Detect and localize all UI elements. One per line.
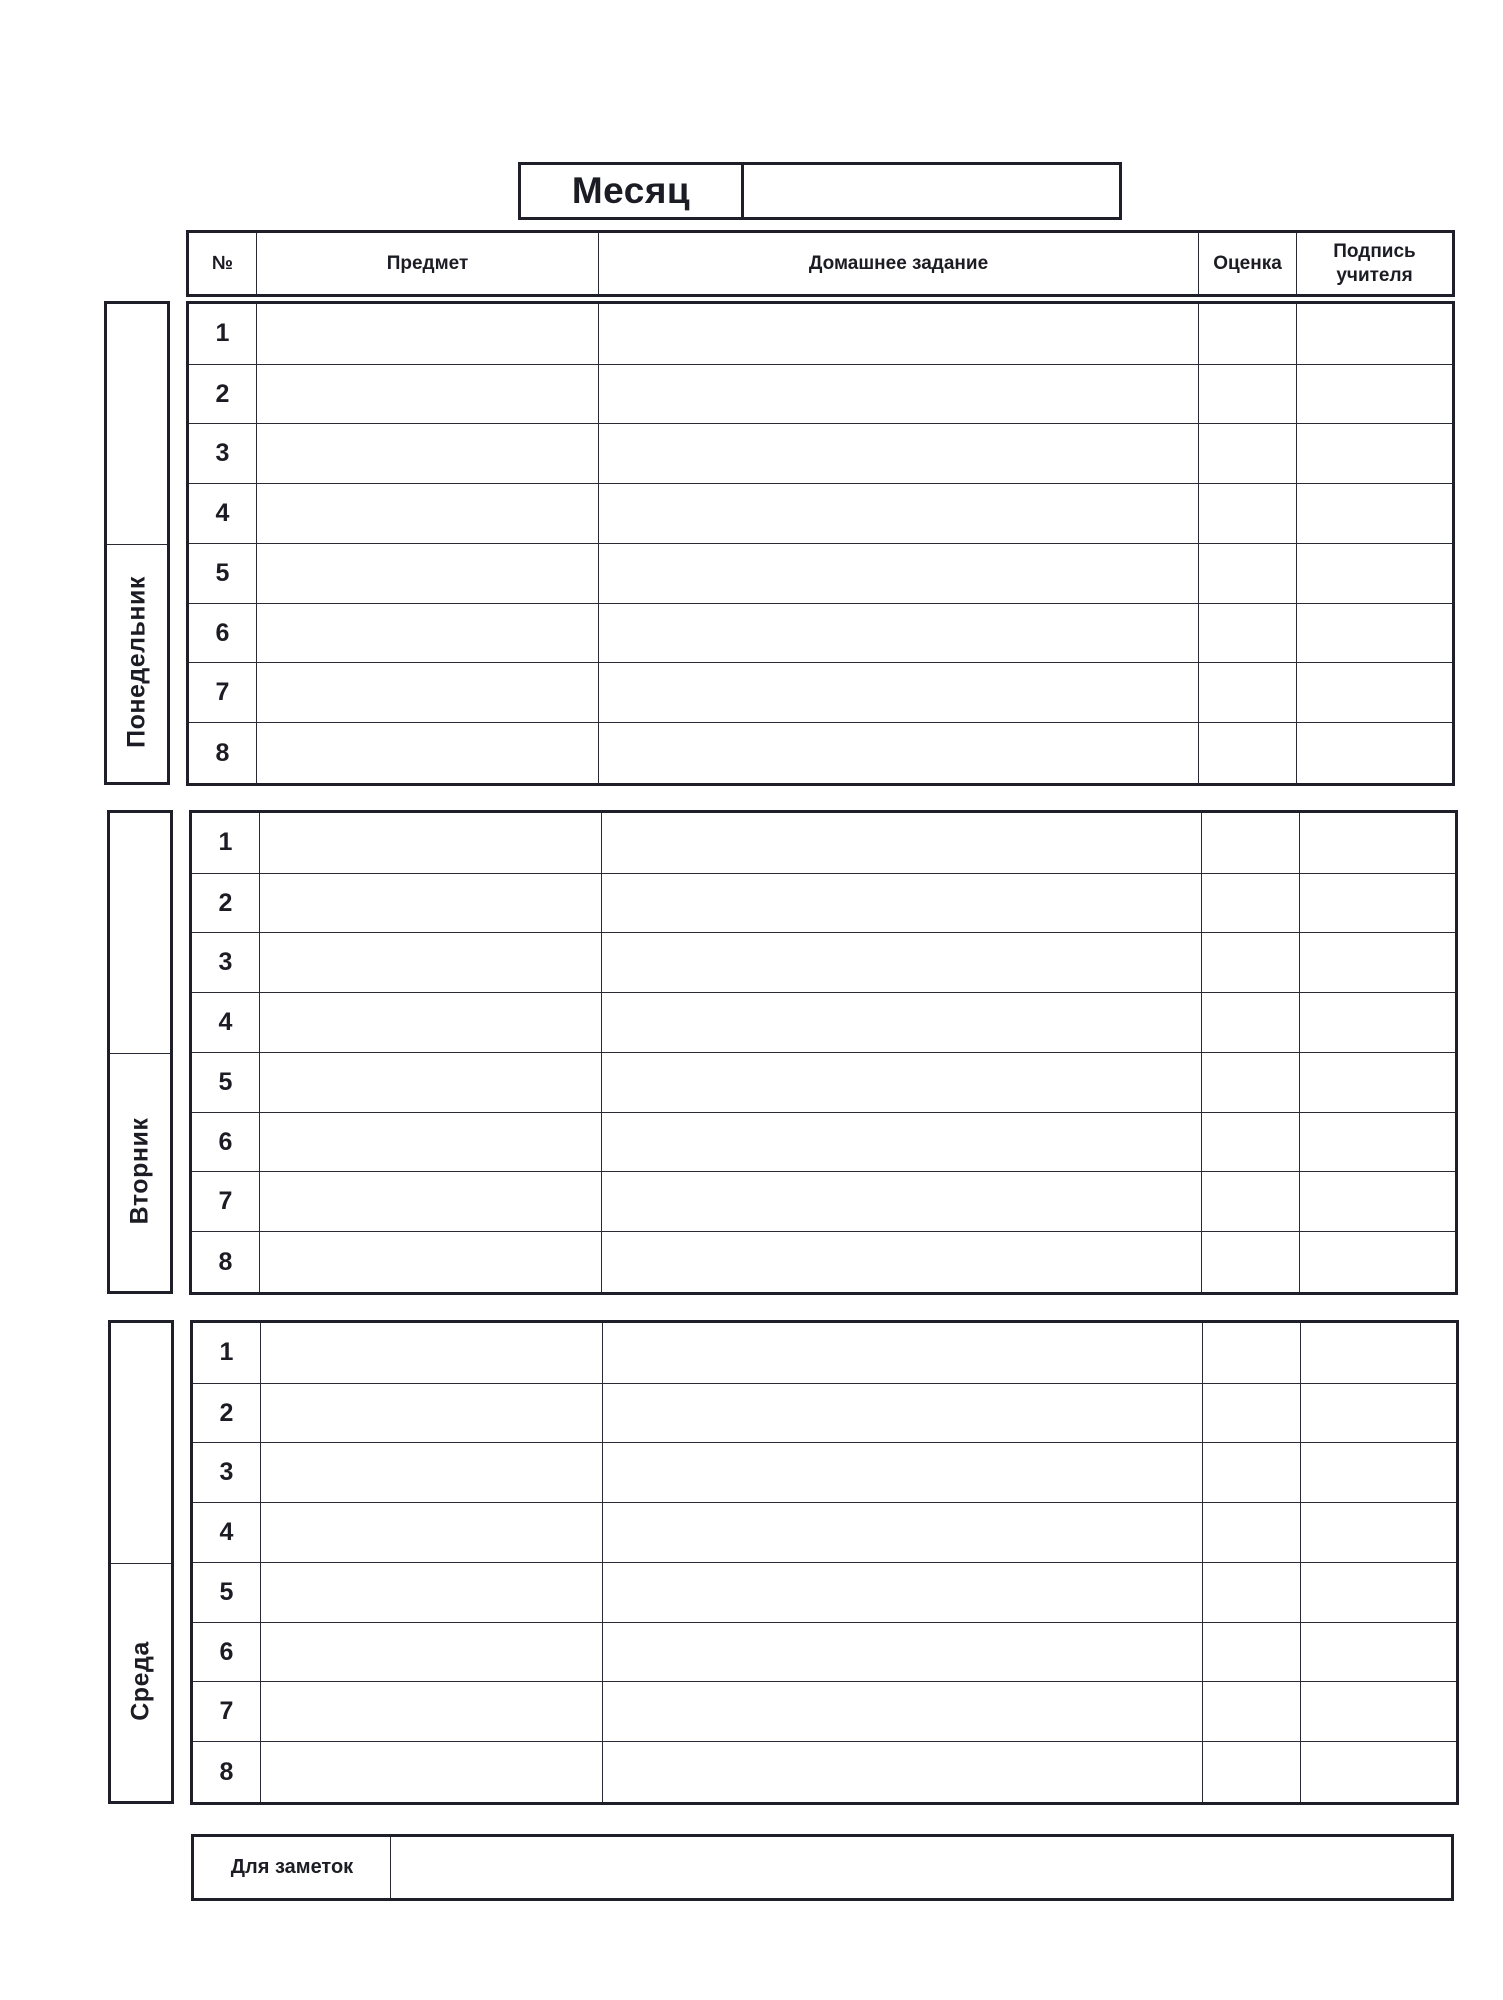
table-row [188, 424, 1454, 484]
homework-cell[interactable] [603, 1443, 1203, 1503]
signature-cell[interactable] [1300, 1052, 1457, 1112]
subject-cell[interactable] [260, 812, 602, 874]
table-row [191, 812, 1457, 874]
homework-cell[interactable] [603, 1682, 1203, 1742]
grade-cell[interactable] [1202, 873, 1300, 933]
homework-cell[interactable] [603, 1742, 1203, 1804]
homework-cell[interactable] [602, 1232, 1202, 1294]
lesson-number: 2 [188, 364, 257, 424]
table-row [192, 1742, 1458, 1804]
lesson-number: 1 [191, 812, 260, 874]
homework-cell[interactable] [603, 1562, 1203, 1622]
subject-cell[interactable] [257, 364, 599, 424]
subject-cell[interactable] [260, 873, 602, 933]
homework-cell[interactable] [603, 1503, 1203, 1563]
day-label-divider [107, 544, 167, 545]
table-row [191, 993, 1457, 1053]
table-row [192, 1562, 1458, 1622]
homework-cell[interactable] [599, 723, 1199, 785]
header-subject: Предмет [257, 232, 599, 296]
signature-cell[interactable] [1297, 543, 1454, 603]
homework-cell[interactable] [603, 1322, 1203, 1384]
subject-cell[interactable] [261, 1383, 603, 1443]
homework-cell[interactable] [599, 663, 1199, 723]
lesson-number: 8 [188, 723, 257, 785]
signature-cell[interactable] [1297, 364, 1454, 424]
signature-cell[interactable] [1300, 1112, 1457, 1172]
table-row [192, 1503, 1458, 1563]
grade-cell[interactable] [1203, 1383, 1301, 1443]
subject-cell[interactable] [257, 484, 599, 544]
table-row [191, 1232, 1457, 1294]
homework-cell[interactable] [602, 1052, 1202, 1112]
lesson-number: 2 [192, 1383, 261, 1443]
table-row [188, 543, 1454, 603]
subject-cell[interactable] [261, 1622, 603, 1682]
lesson-number: 8 [191, 1232, 260, 1294]
subject-cell[interactable] [261, 1682, 603, 1742]
day-table-monday [186, 301, 1455, 786]
header-signature [1297, 232, 1454, 296]
lesson-number: 6 [191, 1112, 260, 1172]
day-table-wednesday [190, 1320, 1459, 1805]
subject-cell[interactable] [257, 663, 599, 723]
signature-cell[interactable] [1301, 1742, 1458, 1804]
homework-cell[interactable] [599, 484, 1199, 544]
table-row [188, 603, 1454, 663]
signature-cell[interactable] [1297, 484, 1454, 544]
signature-cell[interactable] [1300, 812, 1457, 874]
day-label-divider [111, 1563, 171, 1564]
signature-cell[interactable] [1300, 933, 1457, 993]
homework-cell[interactable] [599, 603, 1199, 663]
homework-cell[interactable] [602, 1172, 1202, 1232]
signature-cell[interactable] [1301, 1322, 1458, 1384]
notes-label: Для заметок [194, 1837, 391, 1898]
grade-cell[interactable] [1202, 1112, 1300, 1172]
lesson-number: 4 [192, 1503, 261, 1563]
lesson-number: 3 [188, 424, 257, 484]
table-row [191, 1052, 1457, 1112]
subject-cell[interactable] [260, 993, 602, 1053]
table-row [191, 1172, 1457, 1232]
grade-cell[interactable] [1202, 1172, 1300, 1232]
grade-cell[interactable] [1203, 1562, 1301, 1622]
homework-cell[interactable] [603, 1383, 1203, 1443]
lesson-number: 2 [191, 873, 260, 933]
lesson-number: 7 [192, 1682, 261, 1742]
homework-cell[interactable] [599, 303, 1199, 365]
signature-cell[interactable] [1297, 424, 1454, 484]
lesson-number: 4 [191, 993, 260, 1053]
grade-cell[interactable] [1203, 1322, 1301, 1384]
signature-cell[interactable] [1301, 1682, 1458, 1742]
lesson-number: 1 [192, 1322, 261, 1384]
signature-cell[interactable] [1297, 663, 1454, 723]
subject-cell[interactable] [261, 1562, 603, 1622]
subject-cell[interactable] [260, 1052, 602, 1112]
table-row [192, 1622, 1458, 1682]
subject-cell[interactable] [257, 603, 599, 663]
subject-cell[interactable] [260, 933, 602, 993]
homework-cell[interactable] [599, 364, 1199, 424]
table-row [192, 1322, 1458, 1384]
day-label-divider [110, 1053, 170, 1054]
grade-cell[interactable] [1199, 603, 1297, 663]
grade-cell[interactable] [1202, 812, 1300, 874]
day-name-wednesday: Среда [126, 1641, 155, 1721]
lesson-number: 3 [191, 933, 260, 993]
grade-cell[interactable] [1199, 723, 1297, 785]
signature-cell[interactable] [1297, 303, 1454, 365]
header-signature-line1: Подпись [1333, 240, 1416, 262]
day-name-tuesday: Вторник [125, 1117, 154, 1225]
signature-cell[interactable] [1301, 1383, 1458, 1443]
table-row [192, 1383, 1458, 1443]
grade-cell[interactable] [1202, 933, 1300, 993]
grade-cell[interactable] [1203, 1622, 1301, 1682]
grade-cell[interactable] [1203, 1742, 1301, 1804]
table-row [192, 1443, 1458, 1503]
signature-cell[interactable] [1301, 1503, 1458, 1563]
header-number: № [188, 232, 257, 296]
subject-cell[interactable] [261, 1503, 603, 1563]
day-label-tuesday [107, 810, 173, 1294]
homework-cell[interactable] [602, 993, 1202, 1053]
header-row [188, 232, 1454, 296]
lesson-number: 4 [188, 484, 257, 544]
subject-cell[interactable] [260, 1112, 602, 1172]
signature-cell[interactable] [1301, 1622, 1458, 1682]
lesson-number: 1 [188, 303, 257, 365]
table-row [188, 364, 1454, 424]
homework-cell[interactable] [599, 543, 1199, 603]
signature-cell[interactable] [1297, 603, 1454, 663]
grade-cell[interactable] [1202, 1232, 1300, 1294]
grade-cell[interactable] [1199, 663, 1297, 723]
notes-box [191, 1834, 1454, 1901]
homework-cell[interactable] [602, 812, 1202, 874]
table-row [191, 873, 1457, 933]
grade-cell[interactable] [1203, 1443, 1301, 1503]
grade-cell[interactable] [1202, 993, 1300, 1053]
signature-cell[interactable] [1300, 873, 1457, 933]
grade-cell[interactable] [1199, 303, 1297, 365]
month-value-field[interactable] [744, 165, 1119, 217]
grade-cell[interactable] [1199, 484, 1297, 544]
subject-cell[interactable] [261, 1742, 603, 1804]
grade-cell[interactable] [1202, 1052, 1300, 1112]
grade-cell[interactable] [1199, 364, 1297, 424]
signature-cell[interactable] [1300, 993, 1457, 1053]
table-row [188, 663, 1454, 723]
signature-cell[interactable] [1301, 1562, 1458, 1622]
day-table-tuesday [189, 810, 1458, 1295]
signature-cell[interactable] [1301, 1443, 1458, 1503]
signature-cell[interactable] [1300, 1172, 1457, 1232]
signature-cell[interactable] [1300, 1232, 1457, 1294]
grade-cell[interactable] [1203, 1682, 1301, 1742]
subject-cell[interactable] [257, 543, 599, 603]
homework-cell[interactable] [602, 933, 1202, 993]
subject-cell[interactable] [260, 1172, 602, 1232]
subject-cell[interactable] [257, 303, 599, 365]
subject-cell[interactable] [261, 1443, 603, 1503]
grade-cell[interactable] [1199, 424, 1297, 484]
homework-cell[interactable] [602, 873, 1202, 933]
lesson-number: 8 [192, 1742, 261, 1804]
subject-cell[interactable] [261, 1322, 603, 1384]
day-name-monday: Понедельник [122, 576, 151, 748]
header-grade: Оценка [1199, 232, 1297, 296]
table-row [188, 303, 1454, 365]
subject-cell[interactable] [257, 723, 599, 785]
header-signature-line2: учителя [1336, 264, 1413, 286]
subject-cell[interactable] [260, 1232, 602, 1294]
table-row [188, 484, 1454, 544]
subject-cell[interactable] [257, 424, 599, 484]
lesson-number: 3 [192, 1443, 261, 1503]
lesson-number: 6 [188, 603, 257, 663]
lesson-number: 5 [188, 543, 257, 603]
month-label: Месяц [521, 165, 744, 217]
homework-cell[interactable] [603, 1622, 1203, 1682]
header-homework: Домашнее задание [599, 232, 1199, 296]
grade-cell[interactable] [1199, 543, 1297, 603]
table-row [192, 1682, 1458, 1742]
table-row [191, 933, 1457, 993]
table-row [188, 723, 1454, 785]
notes-field[interactable] [391, 1837, 1451, 1898]
lesson-number: 7 [191, 1172, 260, 1232]
lesson-number: 5 [192, 1562, 261, 1622]
header-table [186, 230, 1455, 297]
signature-cell[interactable] [1297, 723, 1454, 785]
day-label-monday [104, 301, 170, 785]
month-box [518, 162, 1122, 220]
day-label-wednesday [108, 1320, 174, 1804]
grade-cell[interactable] [1203, 1503, 1301, 1563]
lesson-number: 5 [191, 1052, 260, 1112]
lesson-number: 7 [188, 663, 257, 723]
lesson-number: 6 [192, 1622, 261, 1682]
homework-cell[interactable] [602, 1112, 1202, 1172]
table-row [191, 1112, 1457, 1172]
homework-cell[interactable] [599, 424, 1199, 484]
